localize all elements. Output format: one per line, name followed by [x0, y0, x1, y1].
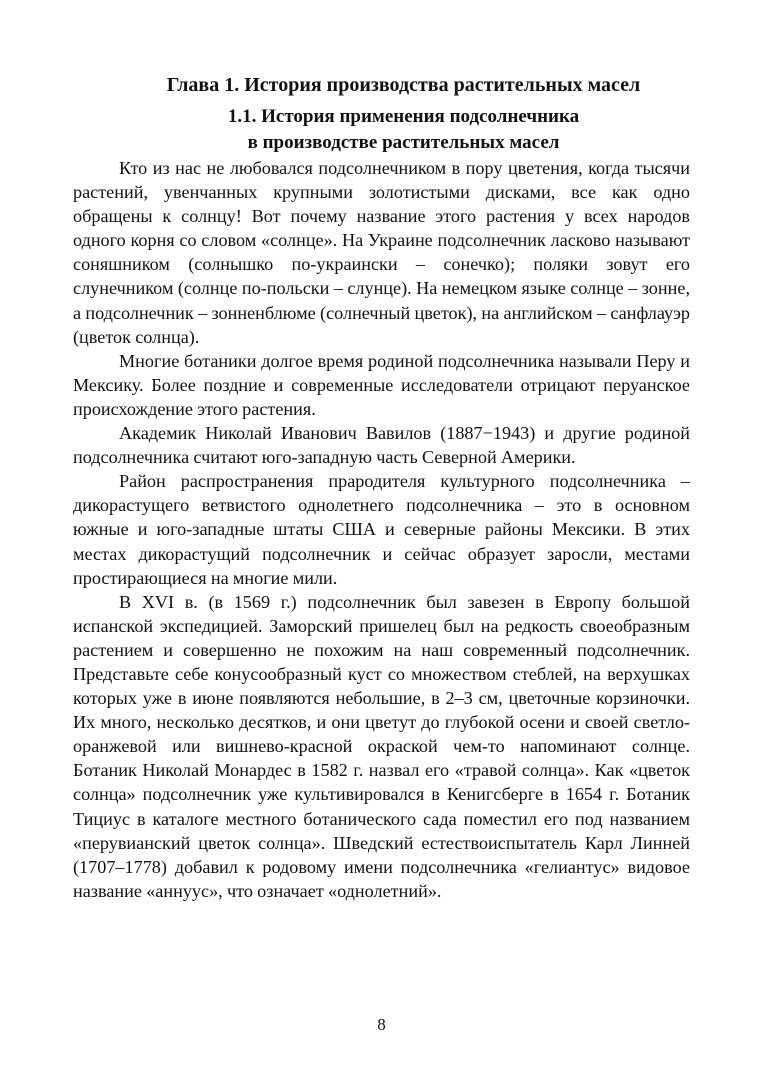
- section-title: [73, 104, 690, 156]
- text-block: [73, 70, 690, 903]
- paragraph-1: Кто из нас не любовался подсолнечником в пору цветения, когда тысячи растений, увенчанных крупными золотистыми дисками, все как одно обращены к солнцу! Вот почему название этого растения у всех народов одного корня со словом «солнце». На Украине подсолнечник ласково называют соняшником (солнышко по-украински – сонечко); поляки зовут его слунечником (солнце по-польски – слунце). На немецком языке солнце – зонне, а подсолнечник – зонненблюме (солнечный цветок), на английском – санфлауэр (цветок солнца).: [73, 158, 690, 347]
- section-title-line-2: в производстве растительных масел: [247, 132, 560, 153]
- paragraph-5: В XVI в. (в 1569 г.) подсолнечник был завезен в Европу большой испанской экспедицией. Заморский пришелец был на редкость своеобразным растением и совершенно не похожим на наш современный подсолнечник. Представьте себе конусообразный куст со множеством стеблей, на верхушках которых уже в июне появляются небольшие, в 2–3 см, цветочные корзиночки. Их много, несколько десятков, и они цветут до глубокой осени и своей светло-оранжевой или вишнево-красной окраской чем-то напоминают солнце. Ботаник Николай Монардес в 1582 г. назвал его «травой солнца». Как «цветок солнца» подсолнечник уже культивировался в Кенигсберге в 1654 г. Ботаник Тициус в каталоге местного ботанического сада поместил его под названием «перувианский цветок солнца». Шведский естествоиспытатель Карл Линней (1707–1778) добавил к родовому имени подсолнечника «гелиантус» видовое название «аннуус», что означает «однолетний».: [73, 591, 690, 901]
- paragraph-3: Академик Николай Иванович Вавилов (1887−1943) и другие родиной подсолнечника считают юго-западную часть Северной Америки.: [73, 423, 690, 468]
- section-title-line-1: 1.1. История применения подсолнечника: [227, 106, 580, 127]
- paragraph-2: Многие ботаники долгое время родиной подсолнечника называли Перу и Мексику. Более поздние и современные исследователи отрицают перуанское происхождение этого растения.: [73, 350, 690, 419]
- chapter-title: Глава 1. История производства растительных масел: [166, 74, 641, 96]
- paragraph-4: Район распространения прародителя культурного подсолнечника – дикорастущего ветвистого однолетнего подсолнечника – это в основном южные и юго-западные штаты США и северные районы Мексики. В этих местах дикорастущий подсолнечник и сейчас образует заросли, местами простирающиеся на многие мили.: [73, 471, 690, 588]
- page-number: 8: [377, 1015, 386, 1034]
